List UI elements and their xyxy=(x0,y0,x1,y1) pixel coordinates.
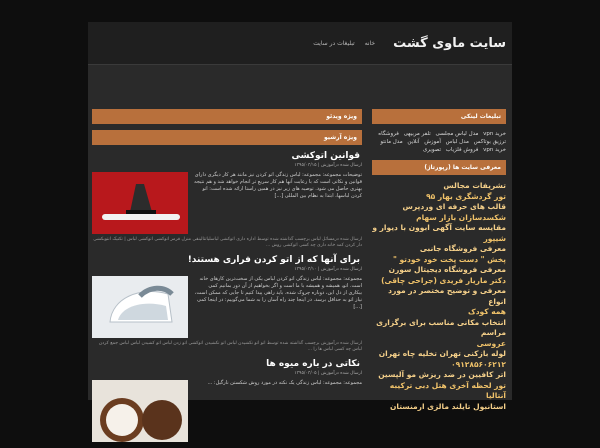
link-ad-item[interactable]: مدل مانتو xyxy=(380,139,403,145)
coconut-image[interactable] xyxy=(92,380,188,442)
post-meta: ارسال شده درآموزش | ۱۳۹۵/۰۳/۱۰ xyxy=(294,267,362,272)
post-body xyxy=(92,276,362,338)
widget-link-ads-title: تبلیغات لینکی xyxy=(372,109,506,124)
link-ad-item[interactable]: مدل لباس xyxy=(445,139,469,145)
site-link[interactable]: تور لحظه آخری هتل دبی ترکیبه آنتالیا xyxy=(389,380,506,400)
post-body xyxy=(92,380,362,442)
site-link[interactable]: شکسدسازان بازار سهام xyxy=(416,212,506,222)
site-link[interactable]: تور گردشگری بهار ۹۵ xyxy=(426,191,506,201)
site-link[interactable]: معرفی فروشگاه دیجیتال سورن xyxy=(388,265,506,274)
sites-links xyxy=(372,181,506,412)
page-wrapper xyxy=(88,22,512,411)
post xyxy=(92,359,362,442)
site-link[interactable]: ۰۹۱۲۸۵۶۰۶۲۱۲ xyxy=(451,359,506,369)
site-link[interactable]: شیپور xyxy=(483,233,506,243)
site-link[interactable]: همه کودک xyxy=(468,307,506,316)
site-link[interactable]: معرفی فروشگاه جانبی xyxy=(419,244,506,253)
post-tags: ارسال شده درمسائل لباس برچسب گذاشته شده توسط اداره داری اتوکشی لباسلیاتتالینقی منزل قرمز اتوکشی اتوکشی لباس | تکنیک انتوبکشی دار کردن کمد خانه داری چه کسی اتوکشی روش ... xyxy=(93,237,362,248)
site-title[interactable]: سایت ماوی گشت xyxy=(393,35,506,51)
iron-image[interactable] xyxy=(92,276,188,338)
nav-home[interactable]: خانه xyxy=(364,39,376,47)
main-column xyxy=(92,109,362,448)
site-header xyxy=(88,22,512,65)
post-excerpt: مجموعه: مجموعه: لباس زندگی اتو کردن لباس یکی از سخت‌ترین کارهای خانه است. اتو، همیشه و همیشه با ما است و اگر بخواهیم از آن دور بمانیم کمی بیکاری از دل این، دوباره چروک شده. باید راهی پیدا کنیم تا جایی که ممکن است، نیاز اتو به حداقل برسد. در اینجا چند راه آسان را به شما می‌گوییم: در اینجا کمی [...] xyxy=(194,276,362,310)
ironing-board-image[interactable] xyxy=(92,172,188,234)
site-link[interactable]: لوله بازکنی تهران تخلیه چاه تهران xyxy=(378,349,506,358)
site-link[interactable]: عروسی xyxy=(476,338,506,348)
ironing-board-icon xyxy=(92,172,188,234)
link-ad-item[interactable]: خرید vpn xyxy=(483,147,506,153)
link-ad-item[interactable]: خرید vpn xyxy=(483,131,506,137)
post-excerpt: مجموعه: مجموعه: لباس زندگی یک نکته در مورد روش شکستن نارگیل: ... xyxy=(207,380,362,386)
link-ad-item[interactable]: تصویری xyxy=(422,147,441,153)
site-link[interactable]: قالب های حرفه ای وردپرس xyxy=(402,202,506,211)
widget-sites-title: معرفی سایت ها (رپورتاژ) xyxy=(372,160,506,175)
coconut-icon xyxy=(92,380,188,442)
post-body xyxy=(92,172,362,234)
site-link[interactable]: استانبول تایلند مالزی ارمنستان xyxy=(390,401,506,411)
site-link[interactable]: معرفی و توضیح مختصر در مورد انواع xyxy=(388,286,506,306)
post-excerpt: توضیحات مجموعه: مجموعه: لباس زندگی اتو کردن نیز مانند هر کار دیگری دارای قوانین و نکاتی است که با رعایت آنها هم کار سریع تر انجام خواهد شد و هم نتیجه بهتری حاصل می شود. توصیه های زیر نیز در همین راستا ارائه شده است: اتو کردن لباسها، ابتدا به نظام بین المللی [...] xyxy=(194,172,362,199)
sidebar xyxy=(372,109,506,412)
site-link[interactable]: دکتر ماریار فریدی (جراحی چاقی) xyxy=(381,275,506,285)
post-title[interactable]: نکاتی در باره میوه ها xyxy=(266,359,360,369)
site-link[interactable]: انتخاب مکانی مناسب برای برگزاری مراسم xyxy=(376,317,506,337)
main-nav xyxy=(313,40,375,47)
iron-icon xyxy=(92,276,188,338)
widget-video-title: ویژه ویدئو xyxy=(92,109,362,124)
link-ad-item[interactable]: مدل لباس مجلسی xyxy=(435,131,479,137)
post-tags: ارسال شده درآموزش برچسب گذاشته شده توسط اتو اتو نکشیدن لباس اتو نکشیدن اتوکشی اتو زدن لباس اتو کشیدن لباس لباس جمع کردن لباس چه کسی لباس ها را ... xyxy=(98,341,362,352)
link-ad-item[interactable]: فروشگاه xyxy=(378,131,399,137)
site-link[interactable]: پخش " دست پخت خود خودتو " xyxy=(392,254,506,264)
post-meta: ارسال شده درآموزش | ۱۳۹۵/۰۳/۰۵ xyxy=(294,371,362,376)
post-meta: ارسال شده درآموزش | ۱۳۹۵/۰۳/۱۵ xyxy=(294,163,362,168)
link-ads-list xyxy=(372,130,506,154)
link-ad-item[interactable]: آنلاین xyxy=(407,139,420,145)
post-title[interactable]: برای آنها که از اتو کردن فراری هستند! xyxy=(187,255,360,265)
post-title[interactable]: قوانین اتوکشی xyxy=(291,151,360,161)
post xyxy=(92,255,362,353)
site-link[interactable]: مقایسه سایت آگهی ابوون با دیوار و xyxy=(372,223,506,232)
link-ad-item[interactable]: فروش فلزیاب xyxy=(445,147,479,153)
site-link[interactable]: تشریفات مجالس xyxy=(443,181,506,190)
site-link[interactable]: اتر کافیین در ضد ریزش مو آلپسین xyxy=(378,370,506,379)
nav-ads[interactable]: تبلیغات در سایت xyxy=(313,39,355,47)
link-ad-item[interactable]: تلفر مربیهی xyxy=(403,131,431,137)
post xyxy=(92,151,362,249)
link-ad-item[interactable]: آموزش xyxy=(424,139,441,145)
widget-archive-title: ویژه آرشیو xyxy=(92,130,362,145)
link-ad-item[interactable]: ترزیق بوتاکس xyxy=(473,139,506,145)
